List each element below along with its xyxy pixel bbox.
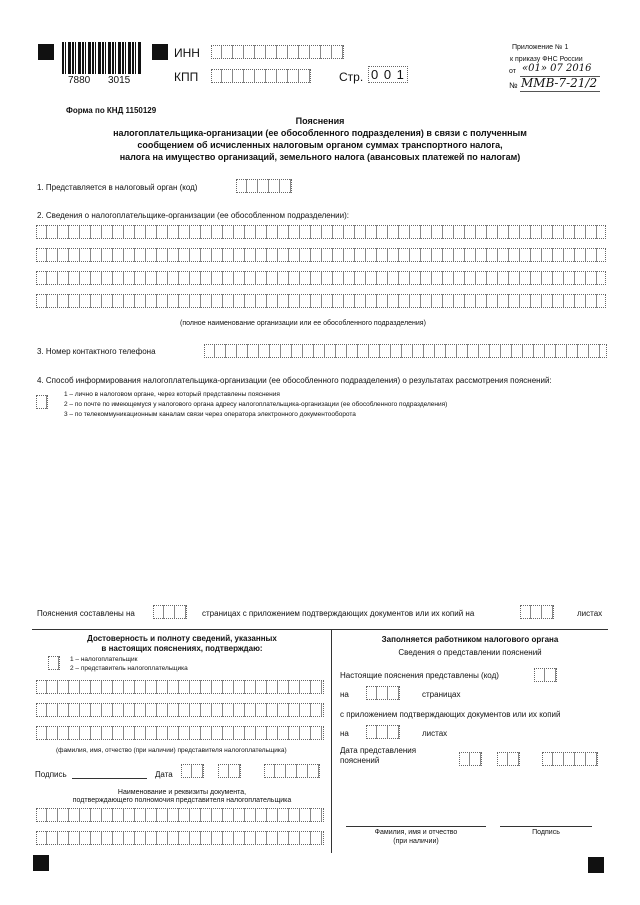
right-fio-line[interactable] — [346, 826, 486, 827]
page-number: 0 0 1 — [368, 66, 408, 83]
section2-label: 2. Сведения о налогоплательщике-организации (ее обособленном подразделении): — [37, 211, 349, 220]
section1-label: 1. Представляется в налоговый орган (код) — [37, 183, 198, 192]
left-opt1: 1 – налогоплательщик — [70, 656, 138, 663]
right-on-label-2: на — [340, 729, 349, 738]
right-with-docs: с приложением подтверждающих документов или их копий — [340, 710, 561, 719]
appendix-line2: к приказу ФНС России — [510, 56, 583, 63]
title-line2: налогоплательщика-организации (ее обособленного подразделения) в связи с полученным — [113, 128, 527, 138]
right-on-label: на — [340, 690, 349, 699]
title-line3: сообщением об исчисленных налоговым органом суммах транспортного налога, — [137, 140, 503, 150]
kpp-label: КПП — [174, 70, 199, 84]
right-date-year[interactable] — [542, 752, 598, 766]
representative-fio-row-3[interactable] — [36, 726, 324, 740]
left-title-line2: в настоящих пояснениях, подтверждаю: — [101, 644, 263, 653]
title-line4: налога на имущество организаций, земельного налога (авансовых платежей по налогам) — [119, 152, 521, 162]
left-date-day[interactable] — [181, 764, 204, 778]
section4-option-2: 2 – по почте по имеющемуся у налогового органа адресу налогоплательщика-организации (ее обособленного подразделения) — [64, 401, 448, 408]
left-date-month[interactable] — [218, 764, 241, 778]
appendix-date: «01» 07 2016 — [522, 63, 592, 74]
kpp-field[interactable] — [211, 69, 311, 83]
section3-label: 3. Номер контактного телефона — [37, 347, 156, 356]
left-signature-line[interactable] — [72, 778, 147, 779]
appendix-number-line — [520, 91, 600, 92]
section4-option-1: 1 – лично в налоговом органе, через который представлены пояснения — [64, 391, 280, 398]
right-pages-label: страницах — [422, 690, 461, 699]
representative-fio-row-2[interactable] — [36, 703, 324, 717]
inn-label: ИНН — [174, 46, 200, 60]
left-fio-caption: (фамилия, имя, отчество (при наличии) представителя налогоплательщика) — [56, 747, 287, 754]
bottom-divider — [32, 629, 608, 630]
signer-type-field[interactable] — [48, 656, 60, 670]
right-title: Заполняется работником налогового органа — [381, 635, 559, 644]
right-fio-label-line1: Фамилия, имя и отчество — [374, 829, 458, 836]
barcode-number-right: 3015 — [108, 75, 131, 86]
right-pages-field[interactable] — [366, 686, 400, 700]
sheets-count-field[interactable] — [520, 605, 554, 619]
right-signature-label: Подпись — [532, 829, 560, 836]
left-signature-label: Подпись — [35, 770, 67, 779]
appendix-line1: Приложение № 1 — [512, 44, 569, 51]
title-line1: Пояснения — [295, 116, 345, 126]
left-date-label: Дата — [155, 770, 173, 779]
right-subtitle: Сведения о представлении пояснений — [398, 648, 542, 657]
inn-field[interactable] — [211, 45, 344, 59]
phone-field[interactable] — [204, 344, 607, 358]
org-name-row-2[interactable] — [36, 248, 606, 262]
left-title-line1: Достоверность и полноту сведений, указанных — [87, 634, 277, 643]
right-sheets-field[interactable] — [366, 725, 400, 739]
left-date-year[interactable] — [264, 764, 320, 778]
right-date-day[interactable] — [459, 752, 482, 766]
pages-count-field[interactable] — [153, 605, 187, 619]
section4-option-3: 3 – по телекоммуникационным каналам связи через оператора электронного документооборота — [64, 411, 356, 418]
right-signature-line[interactable] — [500, 826, 592, 827]
submission-code-field[interactable] — [534, 668, 557, 682]
barcode-number-left: 7880 — [68, 75, 91, 86]
appendix-line3-prefix: от — [509, 68, 516, 75]
left-doc-line2: подтверждающего полномочия представителя налогоплательщика — [72, 797, 292, 804]
corner-marker-bottom-right — [588, 857, 604, 873]
section4-label: 4. Способ информирования налогоплательщика-организации (ее обособленного подразделения) о результатах рассмотрения пояснений: — [37, 376, 552, 385]
corner-marker-bottom-left — [33, 855, 49, 871]
appendix-number: ММВ-7-21/2 — [521, 76, 598, 90]
right-date-month[interactable] — [497, 752, 520, 766]
pages-suffix: листах — [577, 609, 603, 618]
bottom-vertical-divider — [331, 629, 332, 853]
document-row-2[interactable] — [36, 831, 324, 845]
right-date-label-line1: Дата представления — [340, 746, 417, 755]
org-name-row-4[interactable] — [36, 294, 606, 308]
right-fio-label-line2: (при наличии) — [393, 838, 439, 845]
left-doc-line1: Наименование и реквизиты документа, — [117, 789, 247, 796]
pages-middle: страницах с приложением подтверждающих документов или их копий на — [202, 609, 475, 618]
right-date-label-line2: пояснений — [340, 756, 380, 765]
page-label: Стр. — [339, 70, 364, 84]
inform-method-field[interactable] — [36, 395, 48, 409]
appendix-line4-prefix: № — [509, 81, 518, 90]
corner-marker-top-left — [38, 44, 54, 60]
tax-office-code-field[interactable] — [236, 179, 292, 193]
pages-prefix: Пояснения составлены на — [37, 609, 135, 618]
right-code-label: Настоящие пояснения представлены (код) — [340, 671, 499, 680]
org-name-row-3[interactable] — [36, 271, 606, 285]
representative-fio-row-1[interactable] — [36, 680, 324, 694]
org-name-row-1[interactable] — [36, 225, 606, 239]
right-sheets-label: листах — [422, 729, 448, 738]
section2-caption: (полное наименование организации или ее обособленного подразделения) — [180, 320, 426, 327]
corner-marker-top-mid — [152, 44, 168, 60]
form-code: Форма по КНД 1150129 — [66, 106, 157, 115]
document-row-1[interactable] — [36, 808, 324, 822]
barcode — [62, 42, 142, 74]
left-opt2: 2 – представитель налогоплательщика — [70, 665, 188, 672]
